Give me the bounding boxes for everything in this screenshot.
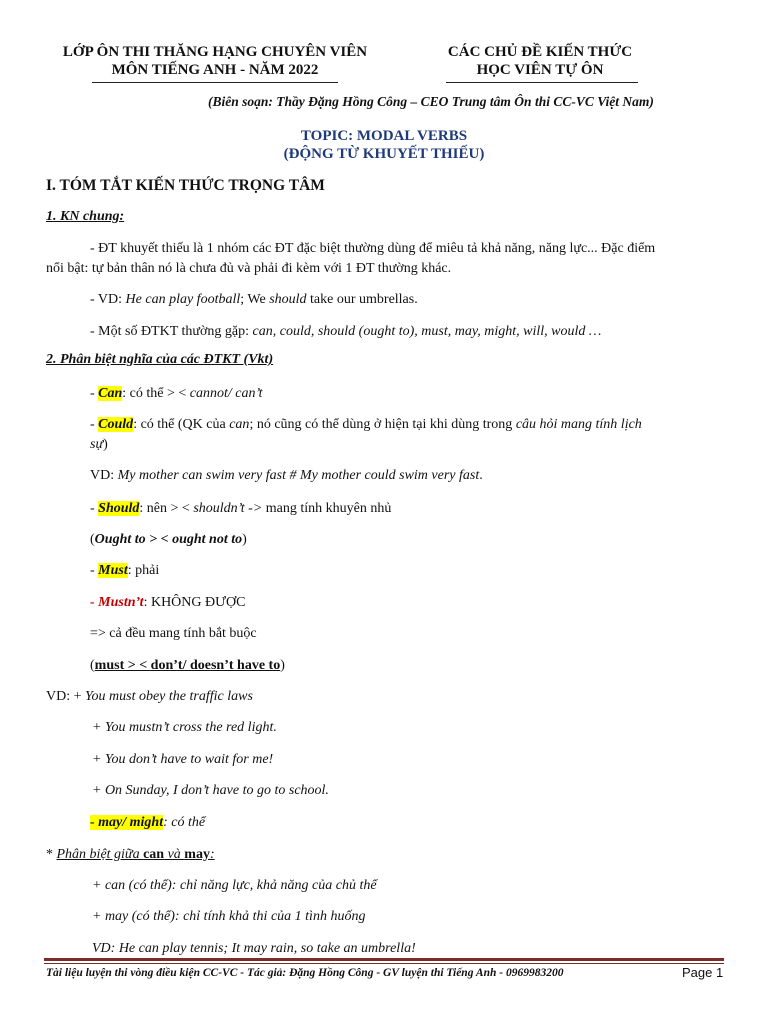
kn-vd-ex1: He can play football xyxy=(125,292,241,307)
could-italic1: câu hỏi mang tính lịch xyxy=(515,417,642,432)
kn-def-line1: - ĐT khuyết thiếu là 1 nhóm các ĐT đặc biệt thường dùng để miêu tả khả năng, năng lực... Đặc điểm xyxy=(90,241,656,256)
vd2-label: VD: + xyxy=(46,689,86,704)
section-heading: I. TÓM TẮT KIẾN THỨC TRỌNG TÂM xyxy=(46,177,325,194)
mustnt-line xyxy=(90,592,245,613)
vd2-line1 xyxy=(46,686,253,707)
could-line2 xyxy=(90,434,108,455)
pb-heading xyxy=(46,844,215,865)
should-line xyxy=(90,498,391,519)
topic-line1: TOPIC: MODAL VERBS xyxy=(300,128,468,144)
header-left xyxy=(40,43,390,79)
pb-colon: : xyxy=(209,847,215,862)
ought-line xyxy=(90,529,247,550)
could-vd-label: VD: xyxy=(90,468,118,483)
kn-common-prefix: - Một số ĐTKT thường gặp: xyxy=(90,324,253,339)
can-neg: cannot/ can’t xyxy=(189,386,263,401)
footer-rule-thick xyxy=(44,958,724,961)
vd2-ex2: + You mustn’t cross the red light. xyxy=(92,720,277,735)
pb-may: may xyxy=(184,847,210,862)
must-dash: - xyxy=(90,563,99,578)
pb-can-line: + can (có thể): chỉ năng lực, khả năng của chủ thể xyxy=(92,878,377,893)
both-line: => cả đều mang tính bắt buộc xyxy=(90,626,257,641)
pb-text1: Phân biệt giữa xyxy=(56,847,144,862)
may-line xyxy=(90,812,205,833)
can-dash: - xyxy=(90,386,99,401)
pb-and: và xyxy=(164,847,185,862)
pb-example: VD: He can play tennis; It may rain, so take an umbrella! xyxy=(92,941,416,956)
header-right-rule xyxy=(446,82,638,83)
kn-vd-end: take our umbrellas. xyxy=(306,292,418,307)
should-mean: : nên > < xyxy=(139,501,194,516)
should-rest: mang tính khuyên nhủ xyxy=(262,501,392,516)
may-mean: : có thể xyxy=(163,815,206,830)
header-left-line2: MÔN TIẾNG ANH - NĂM 2022 xyxy=(111,62,319,78)
must-word: Must xyxy=(98,563,128,578)
footer-text: Tài liệu luyện thi vòng điều kiện CC-VC - Tác giả: Đặng Hồng Công - GV luyện thi Tiếng Anh - 0969983200 xyxy=(46,967,564,979)
must-line xyxy=(90,560,159,581)
ought-text: Ought to > < ought not to xyxy=(94,532,243,547)
header-left-rule xyxy=(92,82,338,83)
vd2-ex4: + On Sunday, I don’t have to go to school. xyxy=(92,783,329,798)
could-vd-text: My mother can swim very fast # My mother could swim very fast xyxy=(117,468,480,483)
mustnt-dash: - xyxy=(90,595,99,610)
could-word: Could xyxy=(98,417,134,432)
subheading-kn: 1. KN chung: xyxy=(46,209,125,224)
mustnt-word: Mustn’t xyxy=(98,595,144,610)
should-dash: - xyxy=(90,501,99,516)
can-mean: : có thể > < xyxy=(122,386,190,401)
must-mean: : phải xyxy=(127,563,160,578)
kn-def-line2: nổi bật: tự bản thân nó là chưa đủ và phải đi kèm với 1 ĐT thường khác. xyxy=(46,261,452,276)
could-dash: - xyxy=(90,417,99,432)
can-line xyxy=(90,383,263,404)
header-right xyxy=(425,43,655,79)
could-vd-dot: . xyxy=(479,468,483,483)
footer-rule-thin xyxy=(44,963,724,964)
could-close: ) xyxy=(103,437,108,452)
header-left-line1: LỚP ÔN THI THĂNG HẠNG CHUYÊN VIÊN xyxy=(62,44,368,60)
could-can: can xyxy=(229,417,250,432)
pb-can: can xyxy=(143,847,165,862)
vd2-ex1: You must obey the traffic laws xyxy=(85,689,253,704)
should-word: Should xyxy=(98,501,140,516)
should-neg: shouldn’t -> xyxy=(193,501,263,516)
must-dont-line xyxy=(90,655,285,676)
must-dont-text: must > < don’t/ doesn’t have to xyxy=(94,658,281,673)
header-right-line1: CÁC CHỦ ĐỀ KIẾN THỨC xyxy=(447,44,633,60)
credit: (Biên soạn: Thầy Đặng Hồng Công – CEO Trung tâm Ôn thi CC-VC Việt Nam) xyxy=(208,94,654,109)
could-mean: : có thể (QK của xyxy=(133,417,230,432)
pb-may-line: + may (có thể): chỉ tính khả thi của 1 tình huống xyxy=(92,909,366,924)
mustnt-mean: : KHÔNG ĐƯỢC xyxy=(143,595,246,610)
kn-common-list: can, could, should (ought to), must, may, might, will, would … xyxy=(252,324,602,339)
could-rest: ; nó cũng có thể dùng ở hiện tại khi dùng trong xyxy=(249,417,516,432)
topic-title xyxy=(0,127,768,163)
page-number: Page 1 xyxy=(682,965,724,980)
must-dont-open: ( xyxy=(90,658,95,673)
kn-example xyxy=(90,289,418,310)
could-line1 xyxy=(90,414,642,435)
ought-close: ) xyxy=(242,532,247,547)
may-word: - may/ might xyxy=(90,815,164,830)
could-italic2: sự xyxy=(90,437,104,452)
topic-line2: (ĐỘNG TỪ KHUYẾT THIẾU) xyxy=(283,146,485,162)
header-right-line2: HỌC VIÊN TỰ ÔN xyxy=(476,62,604,78)
subheading-ptn: 2. Phân biệt nghĩa của các ĐTKT (Vkt) xyxy=(46,352,274,367)
must-dont-close: ) xyxy=(280,658,285,673)
pb-star: * xyxy=(46,847,57,862)
ought-open: ( xyxy=(90,532,95,547)
kn-vd-mid: ; We xyxy=(240,292,270,307)
vd2-ex3: + You don’t have to wait for me! xyxy=(92,752,274,767)
kn-common xyxy=(90,321,601,342)
kn-vd-prefix: - VD: xyxy=(90,292,126,307)
can-word: Can xyxy=(98,386,123,401)
kn-vd-should: should xyxy=(269,292,307,307)
could-example xyxy=(90,465,483,486)
